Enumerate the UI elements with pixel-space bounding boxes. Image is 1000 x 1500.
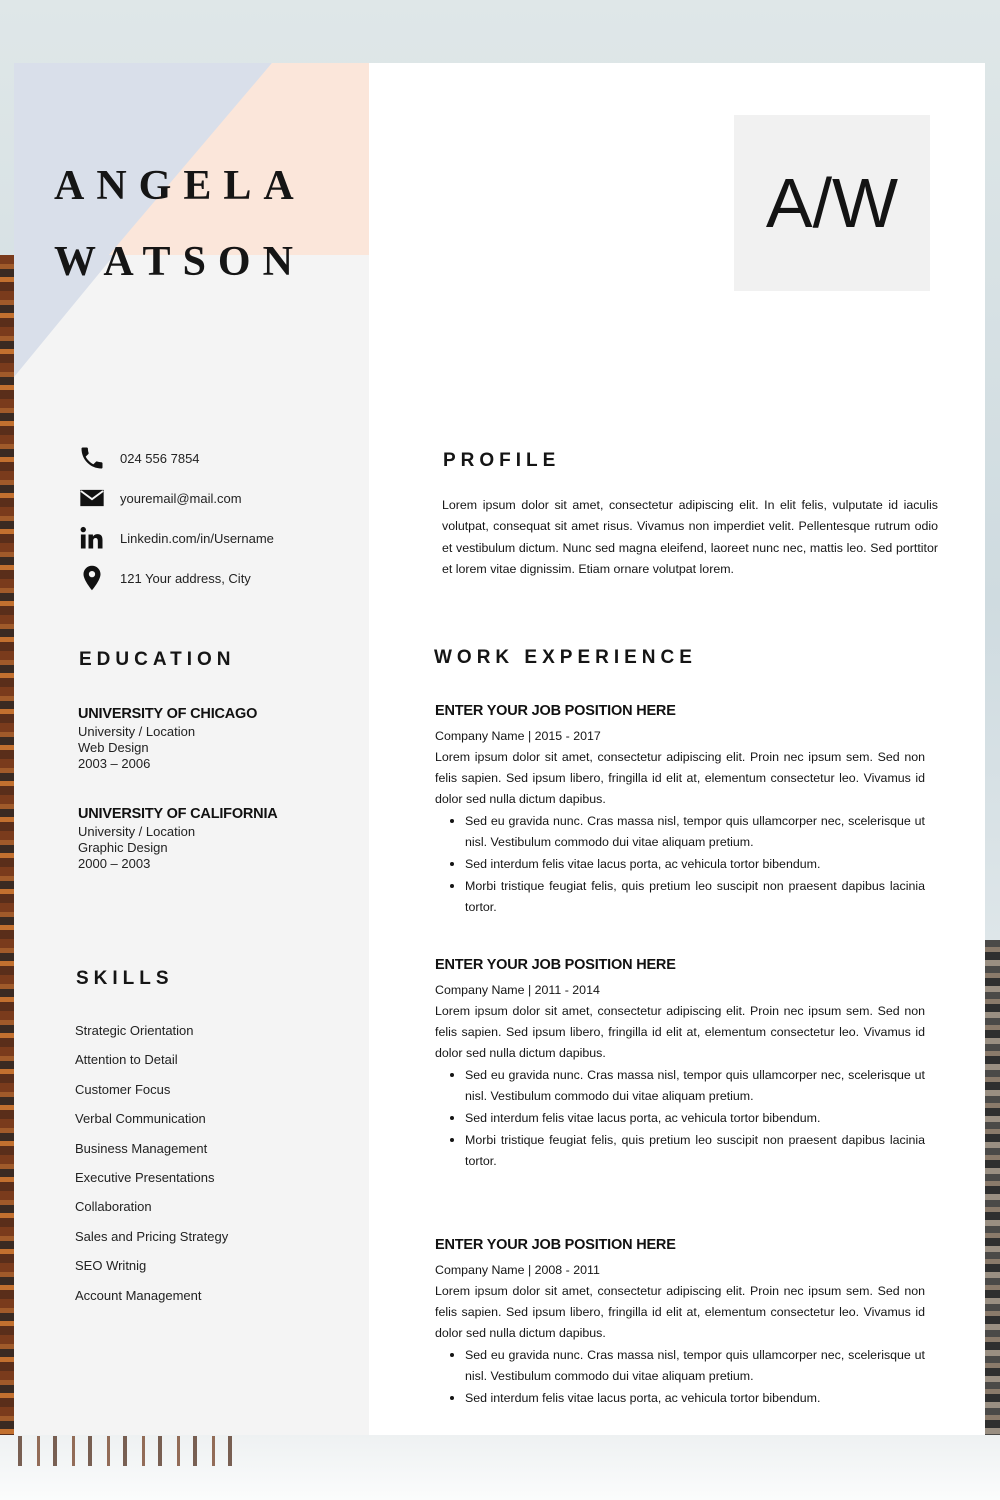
job-bullets [435,1344,925,1409]
background-forest-right [984,940,1000,1500]
skill-item: Collaboration [75,1199,152,1215]
phone-text: 024 556 7854 [120,450,200,466]
linkedin-icon [78,524,106,552]
school-field: Web Design [78,740,149,755]
school-name: UNIVERSITY OF CHICAGO [78,706,258,722]
job-entry [435,1237,925,1409]
background-tree-trunks [18,1436,238,1466]
school-years: 2003 – 2006 [78,756,151,771]
skill-item: Attention to Detail [75,1052,178,1068]
school-years: 2000 – 2003 [78,856,151,871]
skill-item: Verbal Communication [75,1111,206,1127]
contact-list [78,438,358,598]
last-name: WATSON [54,239,305,285]
job-bullet: • Sed interdum felis vitae lacus porta, ac vehicula tortor bibendum. [465,853,925,875]
contact-phone [78,438,358,478]
job-bullet: • Sed eu gravida nunc. Cras massa nisl, tempor quis ullamcorper nec, scelerisque ut nisl. Vestibulum commodo dui vitae aliquam pretium. [465,810,925,853]
linkedin-text: Linkedin.com/in/Username [120,530,274,546]
skill-item: Customer Focus [75,1081,171,1097]
monogram-box [734,115,930,291]
resume-page [14,63,985,1435]
location-pin-icon [78,564,106,592]
profile-text: Lorem ipsum dolor sit amet, consectetur adipiscing elit. In elit felis, vulputate id iaculis volutpat, consequat sit amet risus. Vivamus non imperdiet velit. Pellentesque rutrum odio et vestibulum dictum. Nunc sed magna eleifend, laoreet nunc nec, mattis leo. Sed porttitor et lorem vitae dignissim. Etiam ornare volutpat lorem. [442,498,938,577]
skill-item: Strategic Orientation [75,1023,194,1038]
work-experience-heading: WORK EXPERIENCE [434,647,697,668]
job-bullet: • Sed eu gravida nunc. Cras massa nisl, tempor quis ullamcorper nec, scelerisque ut nisl. Vestibulum commodo dui vitae aliquam pretium. [465,1344,925,1387]
skill-item: Business Management [75,1140,208,1156]
job-bullet: • Sed interdum felis vitae lacus porta, ac vehicula tortor bibendum. [465,1107,925,1129]
candidate-name [54,148,306,300]
education-heading: EDUCATION [79,649,236,670]
contact-email [78,478,358,518]
job-bullet: • Morbi tristique feugiat felis, quis pretium leo suscipit non praesent dapibus lacinia tortor. [465,875,925,918]
education-item [78,806,348,872]
school-location: University / Location [78,824,196,839]
school-field: Graphic Design [78,840,168,855]
skills-list [75,1023,228,1317]
school-name: UNIVERSITY OF CALIFORNIA [78,806,278,822]
email-icon [78,484,106,512]
profile-heading: PROFILE [443,450,561,471]
job-company: Company Name | 2008 - 2011 [435,1263,600,1277]
monogram-text: A/W [765,164,899,242]
job-company: Company Name | 2015 - 2017 [435,729,601,743]
education-item [78,706,348,772]
address-text: 121 Your address, City [120,570,251,586]
job-bullets [435,810,925,918]
job-bullet: • Sed interdum felis vitae lacus porta, ac vehicula tortor bibendum. [465,1387,925,1409]
phone-icon [78,444,106,472]
skills-heading: SKILLS [76,968,174,989]
skill-item: Account Management [75,1287,202,1303]
job-title: ENTER YOUR JOB POSITION HERE [435,703,676,719]
job-entry [435,957,925,1172]
job-description: Lorem ipsum dolor sit amet, consectetur adipiscing elit. Proin nec ipsum sem. Sed non felis sapien. Sed ipsum libero, fringilla id elit at, elementum consectetur leo. Vivamus id dolor sed nulla dictum dapibus. [435,750,925,806]
job-bullets [435,1064,925,1172]
skill-item: SEO Writnig [75,1258,147,1274]
job-description: Lorem ipsum dolor sit amet, consectetur adipiscing elit. Proin nec ipsum sem. Sed non felis sapien. Sed ipsum libero, fringilla id elit at, elementum consectetur leo. Vivamus id dolor sed nulla dictum dapibus. [435,1004,925,1060]
job-bullet: • Morbi tristique feugiat felis, quis pretium leo suscipit non praesent dapibus lacinia tortor. [465,1129,925,1172]
job-title: ENTER YOUR JOB POSITION HERE [435,1237,676,1253]
job-description: Lorem ipsum dolor sit amet, consectetur adipiscing elit. Proin nec ipsum sem. Sed non felis sapien. Sed ipsum libero, fringilla id elit at, elementum consectetur leo. Vivamus id dolor sed nulla dictum dapibus. [435,1284,925,1340]
sidebar [14,63,369,1435]
skill-item: Executive Presentations [75,1169,215,1185]
skill-item: Sales and Pricing Strategy [75,1228,229,1244]
contact-linkedin [78,518,358,558]
email-text: youremail@mail.com [120,490,242,506]
job-title: ENTER YOUR JOB POSITION HERE [435,957,676,973]
job-company: Company Name | 2011 - 2014 [435,983,600,997]
contact-address [78,558,358,598]
first-name: ANGELA [54,163,306,209]
school-location: University / Location [78,724,196,739]
job-bullet: • Sed eu gravida nunc. Cras massa nisl, tempor quis ullamcorper nec, scelerisque ut nisl. Vestibulum commodo dui vitae aliquam pretium. [465,1064,925,1107]
job-entry [435,703,925,918]
